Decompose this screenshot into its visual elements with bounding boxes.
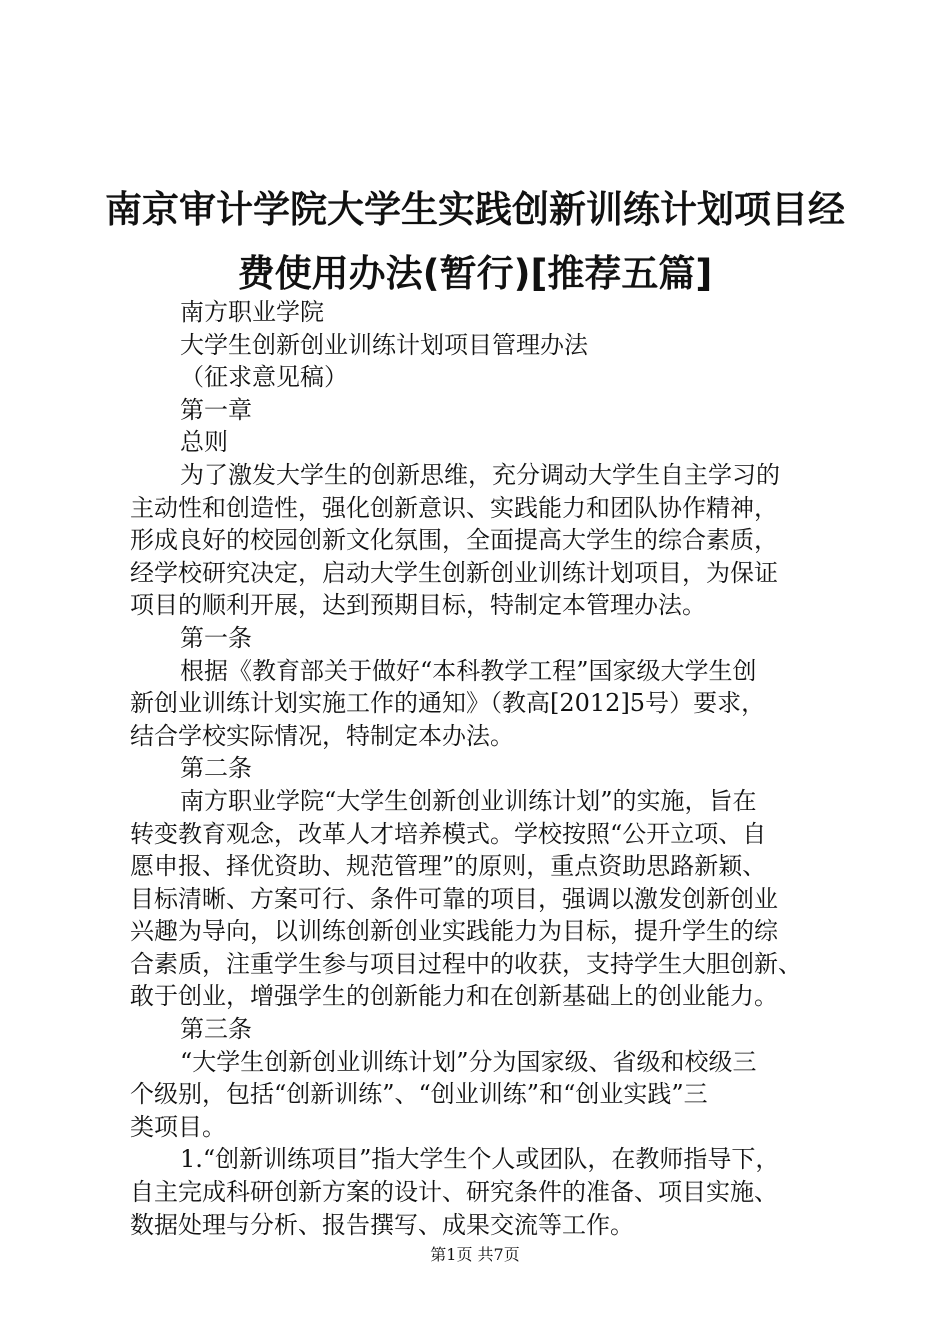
body-line: 转变教育观念，改革人才培养模式。学校按照“公开立项、自 <box>130 819 767 848</box>
body-line: “大学生创新创业训练计划”分为国家级、省级和校级三 <box>180 1047 757 1076</box>
body-line: 敢于创业，增强学生的创新能力和在创新基础上的创业能力。 <box>130 982 778 1011</box>
body-line: 第二条 <box>180 754 252 783</box>
body-line: 目标清晰、方案可行、条件可靠的项目，强调以激发创新创业 <box>130 884 778 913</box>
body-line: 第一条 <box>180 623 252 652</box>
body-line: 主动性和创造性，强化创新意识、实践能力和团队协作精神， <box>130 493 778 522</box>
title-line-1: 南京审计学院大学生实践创新训练计划项目经 <box>105 188 845 231</box>
body-line: 1.“创新训练项目”指大学生个人或团队，在教师指导下， <box>180 1145 780 1174</box>
body-line: 自主完成科研创新方案的设计、研究条件的准备、项目实施、 <box>130 1178 778 1207</box>
body-line: 为了激发大学生的创新思维，充分调动大学生自主学习的 <box>180 460 780 489</box>
body-line: 类项目。 <box>130 1112 226 1141</box>
body-line: 项目的顺利开展，达到预期目标，特制定本管理办法。 <box>130 591 706 620</box>
body-line: 形成良好的校园创新文化氛围，全面提高大学生的综合素质， <box>130 526 778 555</box>
page-footer: 第1页 共7页 <box>430 1245 520 1264</box>
body-line: 南方职业学院 <box>180 298 324 326</box>
body-line: 新创业训练计划实施工作的通知》（教高[2012]5号）要求， <box>130 689 766 718</box>
body-line: 南方职业学院“大学生创新创业训练计划”的实施，旨在 <box>180 786 757 815</box>
body-line: 结合学校实际情况，特制定本办法。 <box>130 721 514 750</box>
body-line: （征求意见稿） <box>180 363 348 392</box>
body-line: 个级别，包括“创新训练”、“创业训练”和“创业实践”三 <box>130 1080 708 1109</box>
document-body <box>130 296 830 1241</box>
body-line: 愿申报、择优资助、规范管理”的原则，重点资助思路新颖、 <box>130 852 767 881</box>
body-line: 总则 <box>180 428 228 457</box>
body-line: 第一章 <box>180 395 252 424</box>
body-line: 根据《教育部关于做好“本科教学工程”国家级大学生创 <box>180 656 757 685</box>
body-line: 数据处理与分析、报告撰写、成果交流等工作。 <box>130 1210 634 1239</box>
body-line: 第三条 <box>180 1015 252 1044</box>
document-title <box>100 178 850 306</box>
body-line: 经学校研究决定，启动大学生创新创业训练计划项目，为保证 <box>130 558 778 587</box>
body-line: 兴趣为导向，以训练创新创业实践能力为目标，提升学生的综 <box>130 917 778 946</box>
body-line: 大学生创新创业训练计划项目管理办法 <box>180 330 588 359</box>
body-line: 合素质，注重学生参与项目过程中的收获，支持学生大胆创新、 <box>130 949 802 978</box>
title-line-2: 费使用办法(暂行)[推荐五篇] <box>237 252 713 295</box>
